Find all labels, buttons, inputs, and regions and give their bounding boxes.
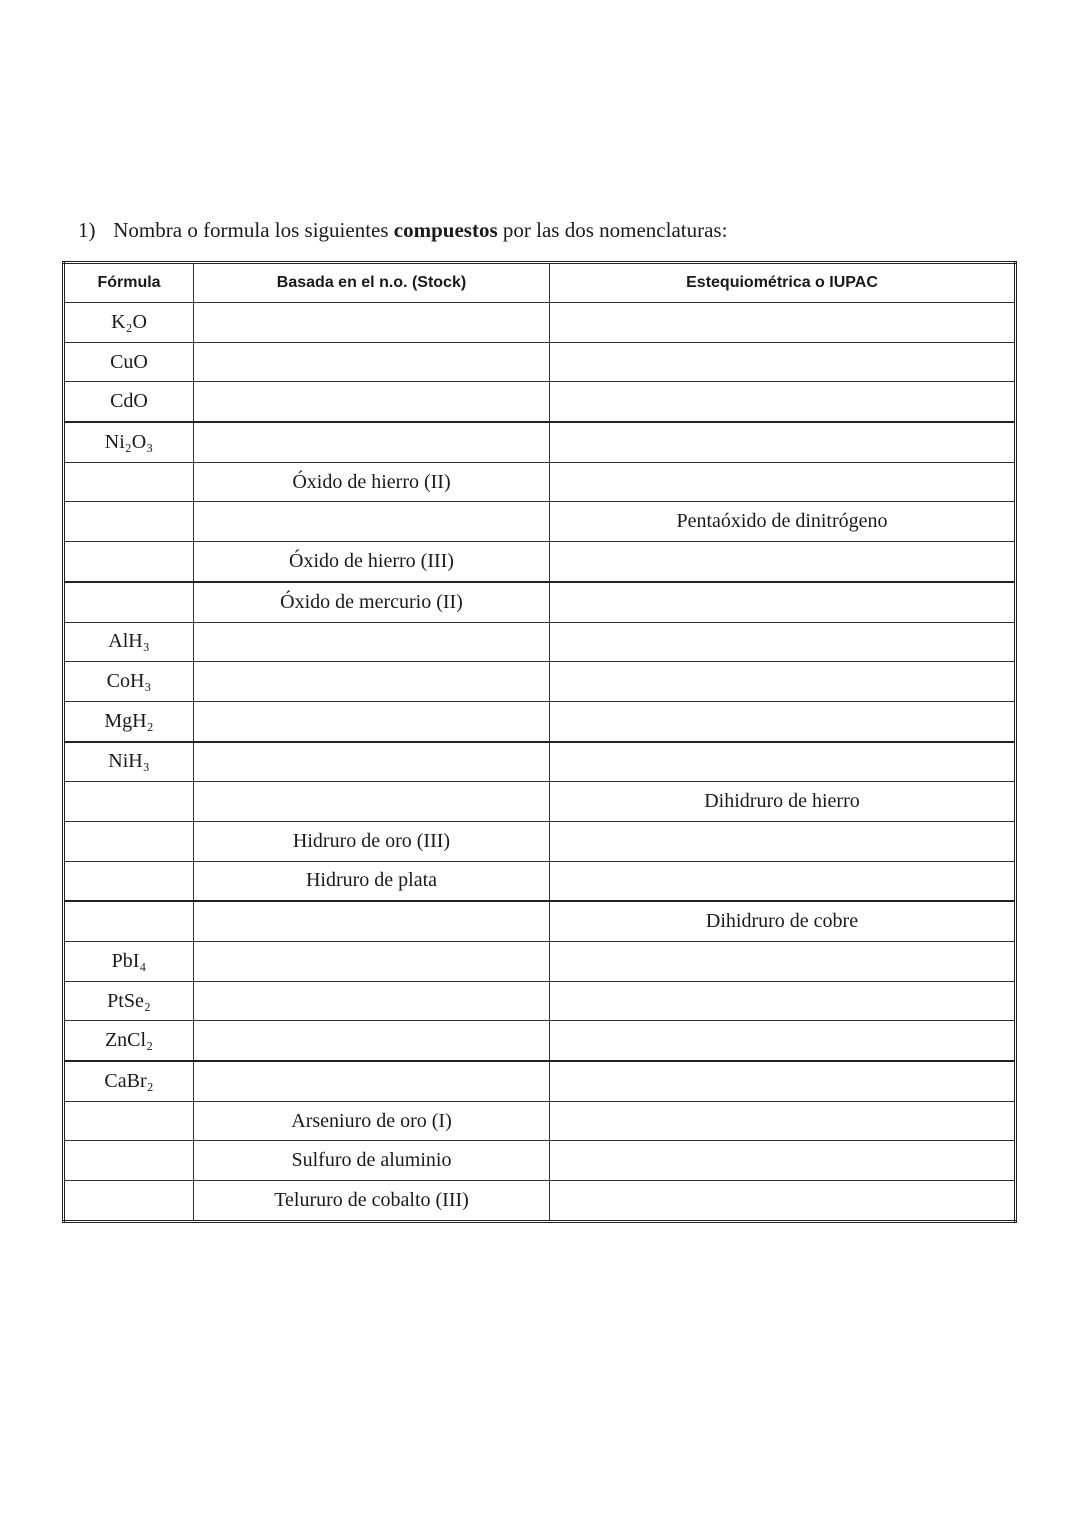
table-row xyxy=(64,462,1016,502)
cell-stock[interactable] xyxy=(194,942,550,982)
table-row xyxy=(64,303,1016,343)
table-row xyxy=(64,981,1016,1021)
cell-stock[interactable] xyxy=(194,422,550,462)
cell-stock[interactable] xyxy=(194,742,550,782)
instruction-text-bold: compuestos xyxy=(393,218,498,242)
table-body xyxy=(64,303,1016,1222)
table-row xyxy=(64,701,1016,741)
cell-formula: ZnCl₂ xyxy=(64,1021,194,1061)
cell-iupac[interactable] xyxy=(550,662,1016,702)
cell-stock[interactable] xyxy=(194,622,550,662)
header-stock: Basada en el n.o. (Stock) xyxy=(194,263,550,303)
cell-formula[interactable] xyxy=(64,782,194,822)
table-row xyxy=(64,861,1016,901)
cell-formula: Ni₂O₃ xyxy=(64,422,194,462)
table-row xyxy=(64,342,1016,382)
cell-formula: PbI₄ xyxy=(64,942,194,982)
cell-formula[interactable] xyxy=(64,861,194,901)
cell-formula: PtSe₂ xyxy=(64,981,194,1021)
table-row xyxy=(64,901,1016,941)
cell-stock[interactable] xyxy=(194,782,550,822)
cell-iupac[interactable] xyxy=(550,1141,1016,1181)
cell-formula[interactable] xyxy=(64,502,194,542)
table-row xyxy=(64,1021,1016,1061)
cell-stock[interactable] xyxy=(194,981,550,1021)
cell-iupac[interactable] xyxy=(550,1181,1016,1222)
header-formula: Fórmula xyxy=(64,263,194,303)
cell-iupac: Dihidruro de cobre xyxy=(550,901,1016,941)
cell-formula[interactable] xyxy=(64,462,194,502)
cell-stock[interactable] xyxy=(194,342,550,382)
cell-stock: Óxido de hierro (III) xyxy=(194,542,550,582)
table-row xyxy=(64,1061,1016,1101)
table-row xyxy=(64,742,1016,782)
cell-formula[interactable] xyxy=(64,582,194,622)
cell-formula: MgH₂ xyxy=(64,701,194,741)
table-row xyxy=(64,382,1016,422)
cell-iupac[interactable] xyxy=(550,382,1016,422)
table-row xyxy=(64,542,1016,582)
cell-iupac[interactable] xyxy=(550,342,1016,382)
cell-iupac[interactable] xyxy=(550,582,1016,622)
table-row xyxy=(64,502,1016,542)
table-row xyxy=(64,1101,1016,1141)
cell-formula: NiH₃ xyxy=(64,742,194,782)
cell-iupac[interactable] xyxy=(550,861,1016,901)
cell-iupac[interactable] xyxy=(550,462,1016,502)
exercise-number: 1) xyxy=(78,218,96,242)
cell-stock: Hidruro de plata xyxy=(194,861,550,901)
cell-iupac[interactable] xyxy=(550,422,1016,462)
cell-stock: Hidruro de oro (III) xyxy=(194,821,550,861)
cell-stock: Óxido de hierro (II) xyxy=(194,462,550,502)
cell-stock[interactable] xyxy=(194,1021,550,1061)
exercise-instruction xyxy=(78,218,727,243)
instruction-text-after: por las dos nomenclaturas: xyxy=(502,218,728,242)
table-row xyxy=(64,821,1016,861)
cell-formula[interactable] xyxy=(64,1101,194,1141)
cell-iupac[interactable] xyxy=(550,981,1016,1021)
cell-formula: CdO xyxy=(64,382,194,422)
cell-stock[interactable] xyxy=(194,701,550,741)
cell-stock[interactable] xyxy=(194,662,550,702)
cell-stock[interactable] xyxy=(194,901,550,941)
cell-stock[interactable] xyxy=(194,303,550,343)
cell-formula[interactable] xyxy=(64,1181,194,1222)
cell-formula: CoH₃ xyxy=(64,662,194,702)
table-row xyxy=(64,422,1016,462)
cell-iupac[interactable] xyxy=(550,303,1016,343)
cell-iupac[interactable] xyxy=(550,1061,1016,1101)
cell-iupac: Dihidruro de hierro xyxy=(550,782,1016,822)
cell-stock: Óxido de mercurio (II) xyxy=(194,582,550,622)
cell-formula[interactable] xyxy=(64,1141,194,1181)
cell-formula[interactable] xyxy=(64,821,194,861)
table-header-row xyxy=(64,263,1016,303)
cell-iupac[interactable] xyxy=(550,1101,1016,1141)
cell-stock: Arseniuro de oro (I) xyxy=(194,1101,550,1141)
cell-stock: Telururo de cobalto (III) xyxy=(194,1181,550,1222)
cell-iupac[interactable] xyxy=(550,742,1016,782)
table-row xyxy=(64,942,1016,982)
cell-stock[interactable] xyxy=(194,502,550,542)
table-row xyxy=(64,622,1016,662)
cell-formula: CuO xyxy=(64,342,194,382)
table-row xyxy=(64,782,1016,822)
cell-formula: AlH₃ xyxy=(64,622,194,662)
cell-formula: CaBr₂ xyxy=(64,1061,194,1101)
cell-iupac[interactable] xyxy=(550,542,1016,582)
table-row xyxy=(64,582,1016,622)
cell-iupac[interactable] xyxy=(550,1021,1016,1061)
cell-stock[interactable] xyxy=(194,382,550,422)
instruction-text-before: Nombra o formula los siguientes xyxy=(113,218,389,242)
cell-iupac[interactable] xyxy=(550,622,1016,662)
cell-stock[interactable] xyxy=(194,1061,550,1101)
cell-stock: Sulfuro de aluminio xyxy=(194,1141,550,1181)
cell-iupac[interactable] xyxy=(550,701,1016,741)
cell-iupac[interactable] xyxy=(550,821,1016,861)
cell-formula: K₂O xyxy=(64,303,194,343)
header-iupac: Estequiométrica o IUPAC xyxy=(550,263,1016,303)
nomenclature-table xyxy=(62,261,1017,1223)
cell-iupac: Pentaóxido de dinitrógeno xyxy=(550,502,1016,542)
table-row xyxy=(64,662,1016,702)
cell-formula[interactable] xyxy=(64,901,194,941)
cell-iupac[interactable] xyxy=(550,942,1016,982)
table-row xyxy=(64,1181,1016,1222)
table-row xyxy=(64,1141,1016,1181)
cell-formula[interactable] xyxy=(64,542,194,582)
